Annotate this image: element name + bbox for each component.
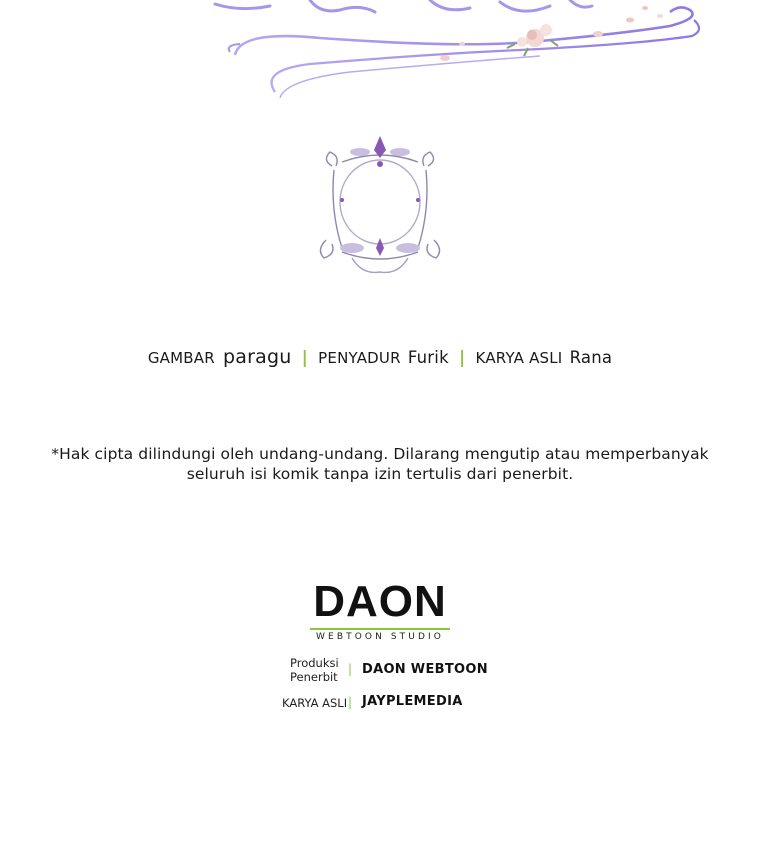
production-label-2: Penerbit xyxy=(290,670,338,684)
production-label xyxy=(290,656,339,684)
original-work-value: JAYPLEMEDIA xyxy=(362,694,463,709)
production-label-1: Produksi xyxy=(290,656,339,670)
logo-underline xyxy=(310,628,450,630)
art-label: GAMBAR xyxy=(147,349,215,367)
ornate-frame-icon xyxy=(312,130,448,280)
logo-word: DAON xyxy=(313,577,447,626)
art-name: paragu xyxy=(222,346,292,368)
copyright-line-2: seluruh isi komik tanpa izin tertulis dari penerbit. xyxy=(186,465,574,483)
adapt-label: PENYADUR xyxy=(318,349,401,367)
copyright-line-1: *Hak cipta dilindungi oleh undang-undang. Dilarang mengutip atau memperbanyak xyxy=(51,445,709,463)
adapt-name: Furik xyxy=(407,348,449,367)
credits-separator: | xyxy=(301,348,309,368)
credits-line xyxy=(0,346,760,368)
credits-separator: | xyxy=(458,348,466,368)
original-work-label: KARYA ASLI xyxy=(282,696,348,710)
title-ribbon-art xyxy=(200,0,710,110)
publisher-separator: | xyxy=(348,662,353,676)
original-name: Rana xyxy=(569,348,613,367)
production-value: DAON WEBTOON xyxy=(362,662,488,677)
publisher-separator: | xyxy=(348,695,353,709)
daon-logo xyxy=(280,577,480,642)
copyright-notice xyxy=(0,444,760,484)
original-label: KARYA ASLI xyxy=(475,349,563,367)
logo-subtitle: WEBTOON STUDIO xyxy=(316,632,444,642)
